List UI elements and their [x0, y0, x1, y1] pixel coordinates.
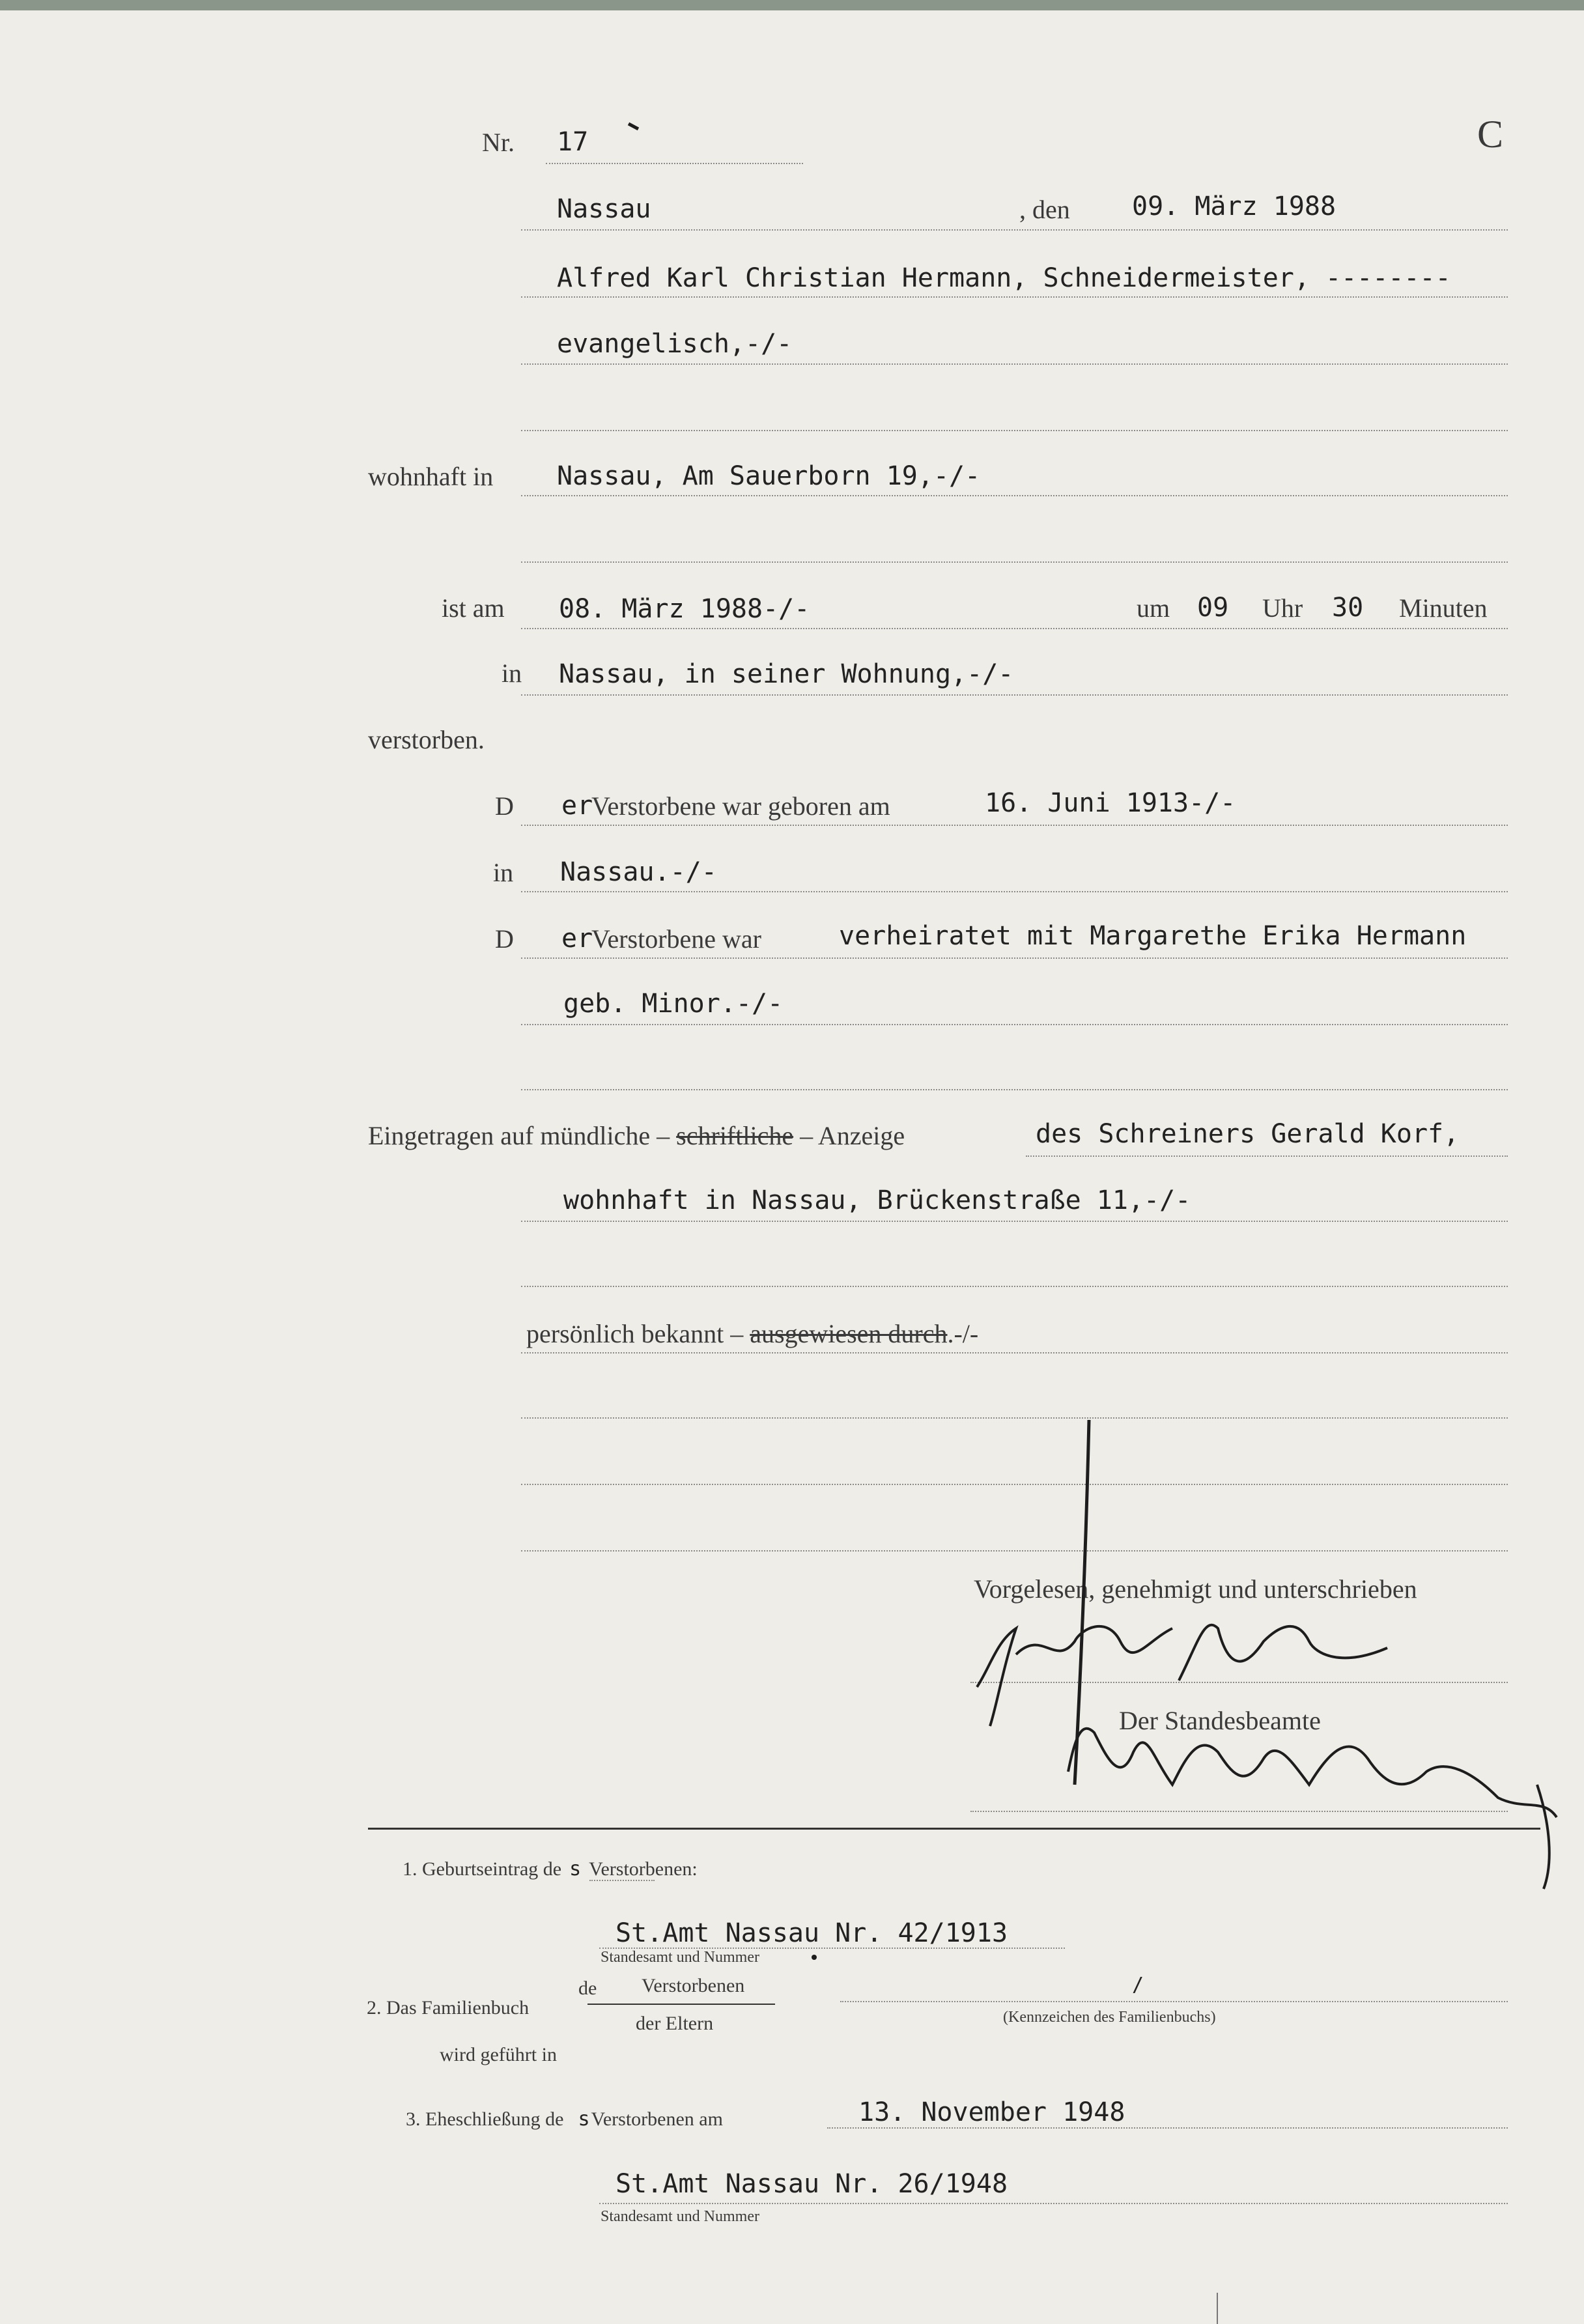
nr-line: [546, 163, 803, 164]
family-book-parents: der Eltern: [636, 2013, 714, 2034]
blank-line-7: [521, 1550, 1508, 1552]
marriage-d-label: D: [495, 924, 514, 954]
death-minute: 30: [1332, 593, 1364, 623]
document-date: 09. März 1988: [1132, 191, 1336, 221]
marriage-entry-caption: Standesamt und Nummer: [601, 2208, 759, 2225]
blank-line-3: [521, 1089, 1508, 1090]
blank-line-2: [521, 561, 1508, 563]
birth-text: Verstorbene war geboren am: [591, 791, 890, 821]
identity: [526, 1318, 978, 1349]
marriage-line-2: [521, 1024, 1508, 1025]
family-book-de: de: [578, 1977, 597, 1999]
identity-suffix: .-/-: [947, 1319, 979, 1348]
marriage-entry-value-line: [599, 2203, 1508, 2204]
identity-struck: ausgewiesen durch: [750, 1319, 948, 1348]
bleed-through: [98, 117, 358, 899]
marriage-entry-date: 13. November 1948: [858, 2097, 1125, 2127]
nr-value: 17: [557, 127, 589, 157]
footer-separator: [368, 1828, 1540, 1830]
register-letter: C: [1477, 113, 1504, 156]
marriage-spouse: verheiratet mit Margarethe Erika Hermann: [839, 921, 1467, 951]
registrar-label: Der Standesbeamte: [1119, 1706, 1321, 1735]
identity-line: [521, 1352, 1508, 1353]
marriage-entry-value: St.Amt Nassau Nr. 26/1948: [615, 2169, 1008, 2199]
religion: evangelisch,-/-: [557, 329, 793, 359]
registration-oral: Eingetragen auf mündliche –: [368, 1121, 670, 1150]
registrar-signature-line: [970, 1811, 1508, 1812]
death-place-line: [521, 694, 1508, 696]
name-line: [521, 296, 1508, 298]
registration-prefix: [368, 1120, 905, 1151]
deceased-name: Alfred Karl Christian Hermann, Schneidermeister, --------: [557, 263, 1451, 293]
registration-written-struck: schriftliche: [676, 1121, 794, 1150]
residence: Nassau, Am Sauerborn 19,-/-: [557, 461, 981, 491]
birth-d-label: D: [495, 791, 514, 821]
birth-entry-prefix: 1. Geburtseintrag de: [403, 1858, 562, 1880]
death-hour: 09: [1197, 593, 1229, 623]
birth-place-line: [521, 891, 1508, 892]
death-date-line: [521, 628, 1508, 629]
birth-entry-suffix: Verstorbenen:: [589, 1858, 698, 1880]
nr-label: Nr.: [482, 128, 515, 157]
um-label: um: [1137, 593, 1170, 623]
family-book-slash: /: [1132, 1974, 1144, 1996]
marriage-text: Verstorbene war: [591, 924, 761, 954]
den-label: , den: [1019, 195, 1070, 224]
top-edge: [0, 0, 1584, 10]
birth-in-label: in: [493, 858, 514, 887]
blank-line-1: [521, 430, 1508, 431]
place: Nassau: [557, 194, 651, 224]
residence-label: wohnhaft in: [368, 462, 494, 491]
minuten-label: Minuten: [1399, 593, 1488, 623]
blank-line-5: [521, 1417, 1508, 1419]
birth-place: Nassau.-/-: [560, 857, 717, 887]
birth-date-line: [521, 825, 1508, 826]
verstorben-label: verstorben.: [368, 725, 485, 754]
birth-entry-label: [403, 1858, 698, 1880]
death-in-label: in: [502, 659, 522, 688]
blank-line-4: [521, 1286, 1508, 1287]
identity-known: persönlich bekannt –: [526, 1319, 744, 1348]
family-book-label: 2. Das Familienbuch: [367, 1997, 530, 2019]
read-approved-label: Vorgelesen, genehmigt und unterschrieben: [974, 1574, 1417, 1604]
birth-date: 16. Juni 1913-/-: [985, 788, 1236, 818]
informant-signature-line: [970, 1682, 1508, 1683]
marriage-gender: er: [561, 924, 593, 954]
birth-entry-value: St.Amt Nassau Nr. 42/1913: [615, 1918, 1008, 1948]
informant-address-line: [521, 1221, 1508, 1222]
birth-gender: er: [561, 791, 593, 821]
uhr-label: Uhr: [1262, 593, 1303, 623]
informant: des Schreiners Gerald Korf,: [1036, 1119, 1460, 1149]
marriage-entry-suffix: Verstorbenen am: [591, 2108, 723, 2130]
family-book-caption: (Kennzeichen des Familienbuchs): [1003, 2009, 1216, 2026]
marriage-entry-s: s: [578, 2108, 590, 2131]
marriage-maiden: geb. Minor.-/-: [563, 989, 784, 1019]
marriage-line-1: [521, 957, 1508, 959]
residence-line: [521, 495, 1508, 496]
ist-am-label: ist am: [442, 593, 505, 623]
marriage-entry-prefix: 3. Eheschließung de: [406, 2108, 564, 2130]
family-book-rule: [587, 2004, 775, 2005]
informant-line: [1026, 1155, 1508, 1157]
religion-line: [521, 363, 1508, 365]
marriage-entry-date-line: [827, 2127, 1508, 2129]
place-line: [521, 229, 1508, 231]
family-book-deceased: Verstorbenen: [642, 1975, 745, 1996]
blank-line-6: [521, 1484, 1508, 1485]
informant-address: wohnhaft in Nassau, Brückenstraße 11,-/-: [563, 1185, 1191, 1215]
birth-entry-s: s: [569, 1858, 582, 1880]
bottom-gutter-line: [1217, 2293, 1218, 2324]
marriage-entry-label: [406, 2108, 723, 2131]
birth-entry-s-line: [589, 1880, 655, 1881]
registration-suffix: – Anzeige: [800, 1121, 905, 1150]
family-book-kept-in: wird geführt in: [440, 2044, 557, 2065]
birth-entry-caption: Standesamt und Nummer: [601, 1949, 759, 1966]
death-place: Nassau, in seiner Wohnung,-/-: [559, 659, 1014, 689]
death-date: 08. März 1988-/-: [559, 594, 810, 624]
family-book-line: [840, 2001, 1508, 2002]
